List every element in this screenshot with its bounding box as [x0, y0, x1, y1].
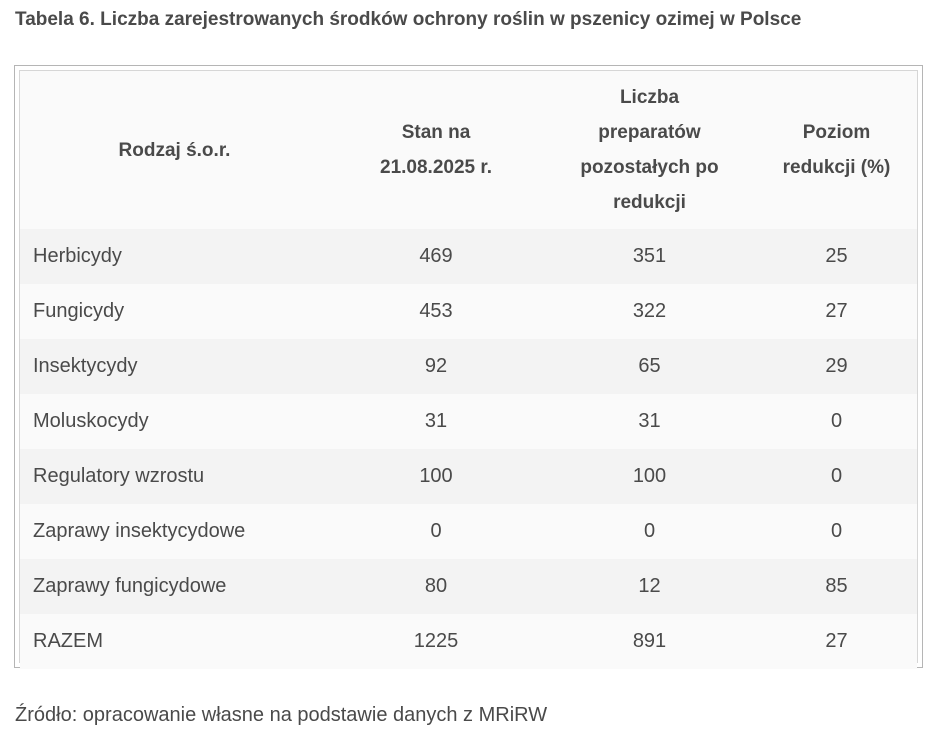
row-remaining: 12 [543, 559, 756, 614]
table-row [20, 449, 917, 504]
row-remaining: 0 [543, 504, 756, 559]
header-remaining: Liczba preparatów pozostałych po redukcji [580, 87, 719, 213]
row-remaining: 31 [543, 394, 756, 449]
header-reduction: Poziom redukcji (%) [782, 122, 891, 178]
row-name: Herbicydy [20, 229, 329, 284]
row-status: 100 [329, 449, 543, 504]
table-inner [19, 70, 918, 663]
row-name: Fungicydy [20, 284, 329, 339]
table-row [20, 229, 917, 284]
row-reduction: 27 [756, 614, 917, 669]
source-note: Źródło: opracowanie własne na podstawie danych z MRiRW [15, 704, 548, 726]
row-status: 1225 [329, 614, 543, 669]
row-remaining: 351 [543, 229, 756, 284]
row-name: Insektycydy [20, 339, 329, 394]
header-status: Stan na 21.08.2025 r. [380, 122, 492, 178]
header-row [20, 71, 917, 229]
row-reduction: 27 [756, 284, 917, 339]
row-remaining: 891 [543, 614, 756, 669]
row-remaining: 65 [543, 339, 756, 394]
row-reduction: 0 [756, 449, 917, 504]
row-status: 469 [329, 229, 543, 284]
row-reduction: 85 [756, 559, 917, 614]
row-reduction: 25 [756, 229, 917, 284]
row-name: Regulatory wzrostu [20, 449, 329, 504]
row-reduction: 0 [756, 504, 917, 559]
table-row [20, 504, 917, 559]
data-table [20, 71, 917, 669]
table-frame [14, 65, 923, 668]
row-reduction: 0 [756, 394, 917, 449]
table-row [20, 559, 917, 614]
row-status: 80 [329, 559, 543, 614]
header-type: Rodzaj ś.o.r. [118, 139, 231, 161]
table-row [20, 339, 917, 394]
row-status: 0 [329, 504, 543, 559]
row-name: RAZEM [20, 614, 329, 669]
table-row [20, 394, 917, 449]
table-row-total [20, 614, 917, 669]
row-name: Zaprawy insektycydowe [20, 504, 329, 559]
row-remaining: 322 [543, 284, 756, 339]
row-remaining: 100 [543, 449, 756, 504]
row-status: 453 [329, 284, 543, 339]
row-name: Zaprawy fungicydowe [20, 559, 329, 614]
row-status: 31 [329, 394, 543, 449]
table-row [20, 284, 917, 339]
row-reduction: 29 [756, 339, 917, 394]
table-caption: Tabela 6. Liczba zarejestrowanych środków ochrony roślin w pszenicy ozimej w Polsce [15, 9, 802, 30]
row-name: Moluskocydy [20, 394, 329, 449]
row-status: 92 [329, 339, 543, 394]
